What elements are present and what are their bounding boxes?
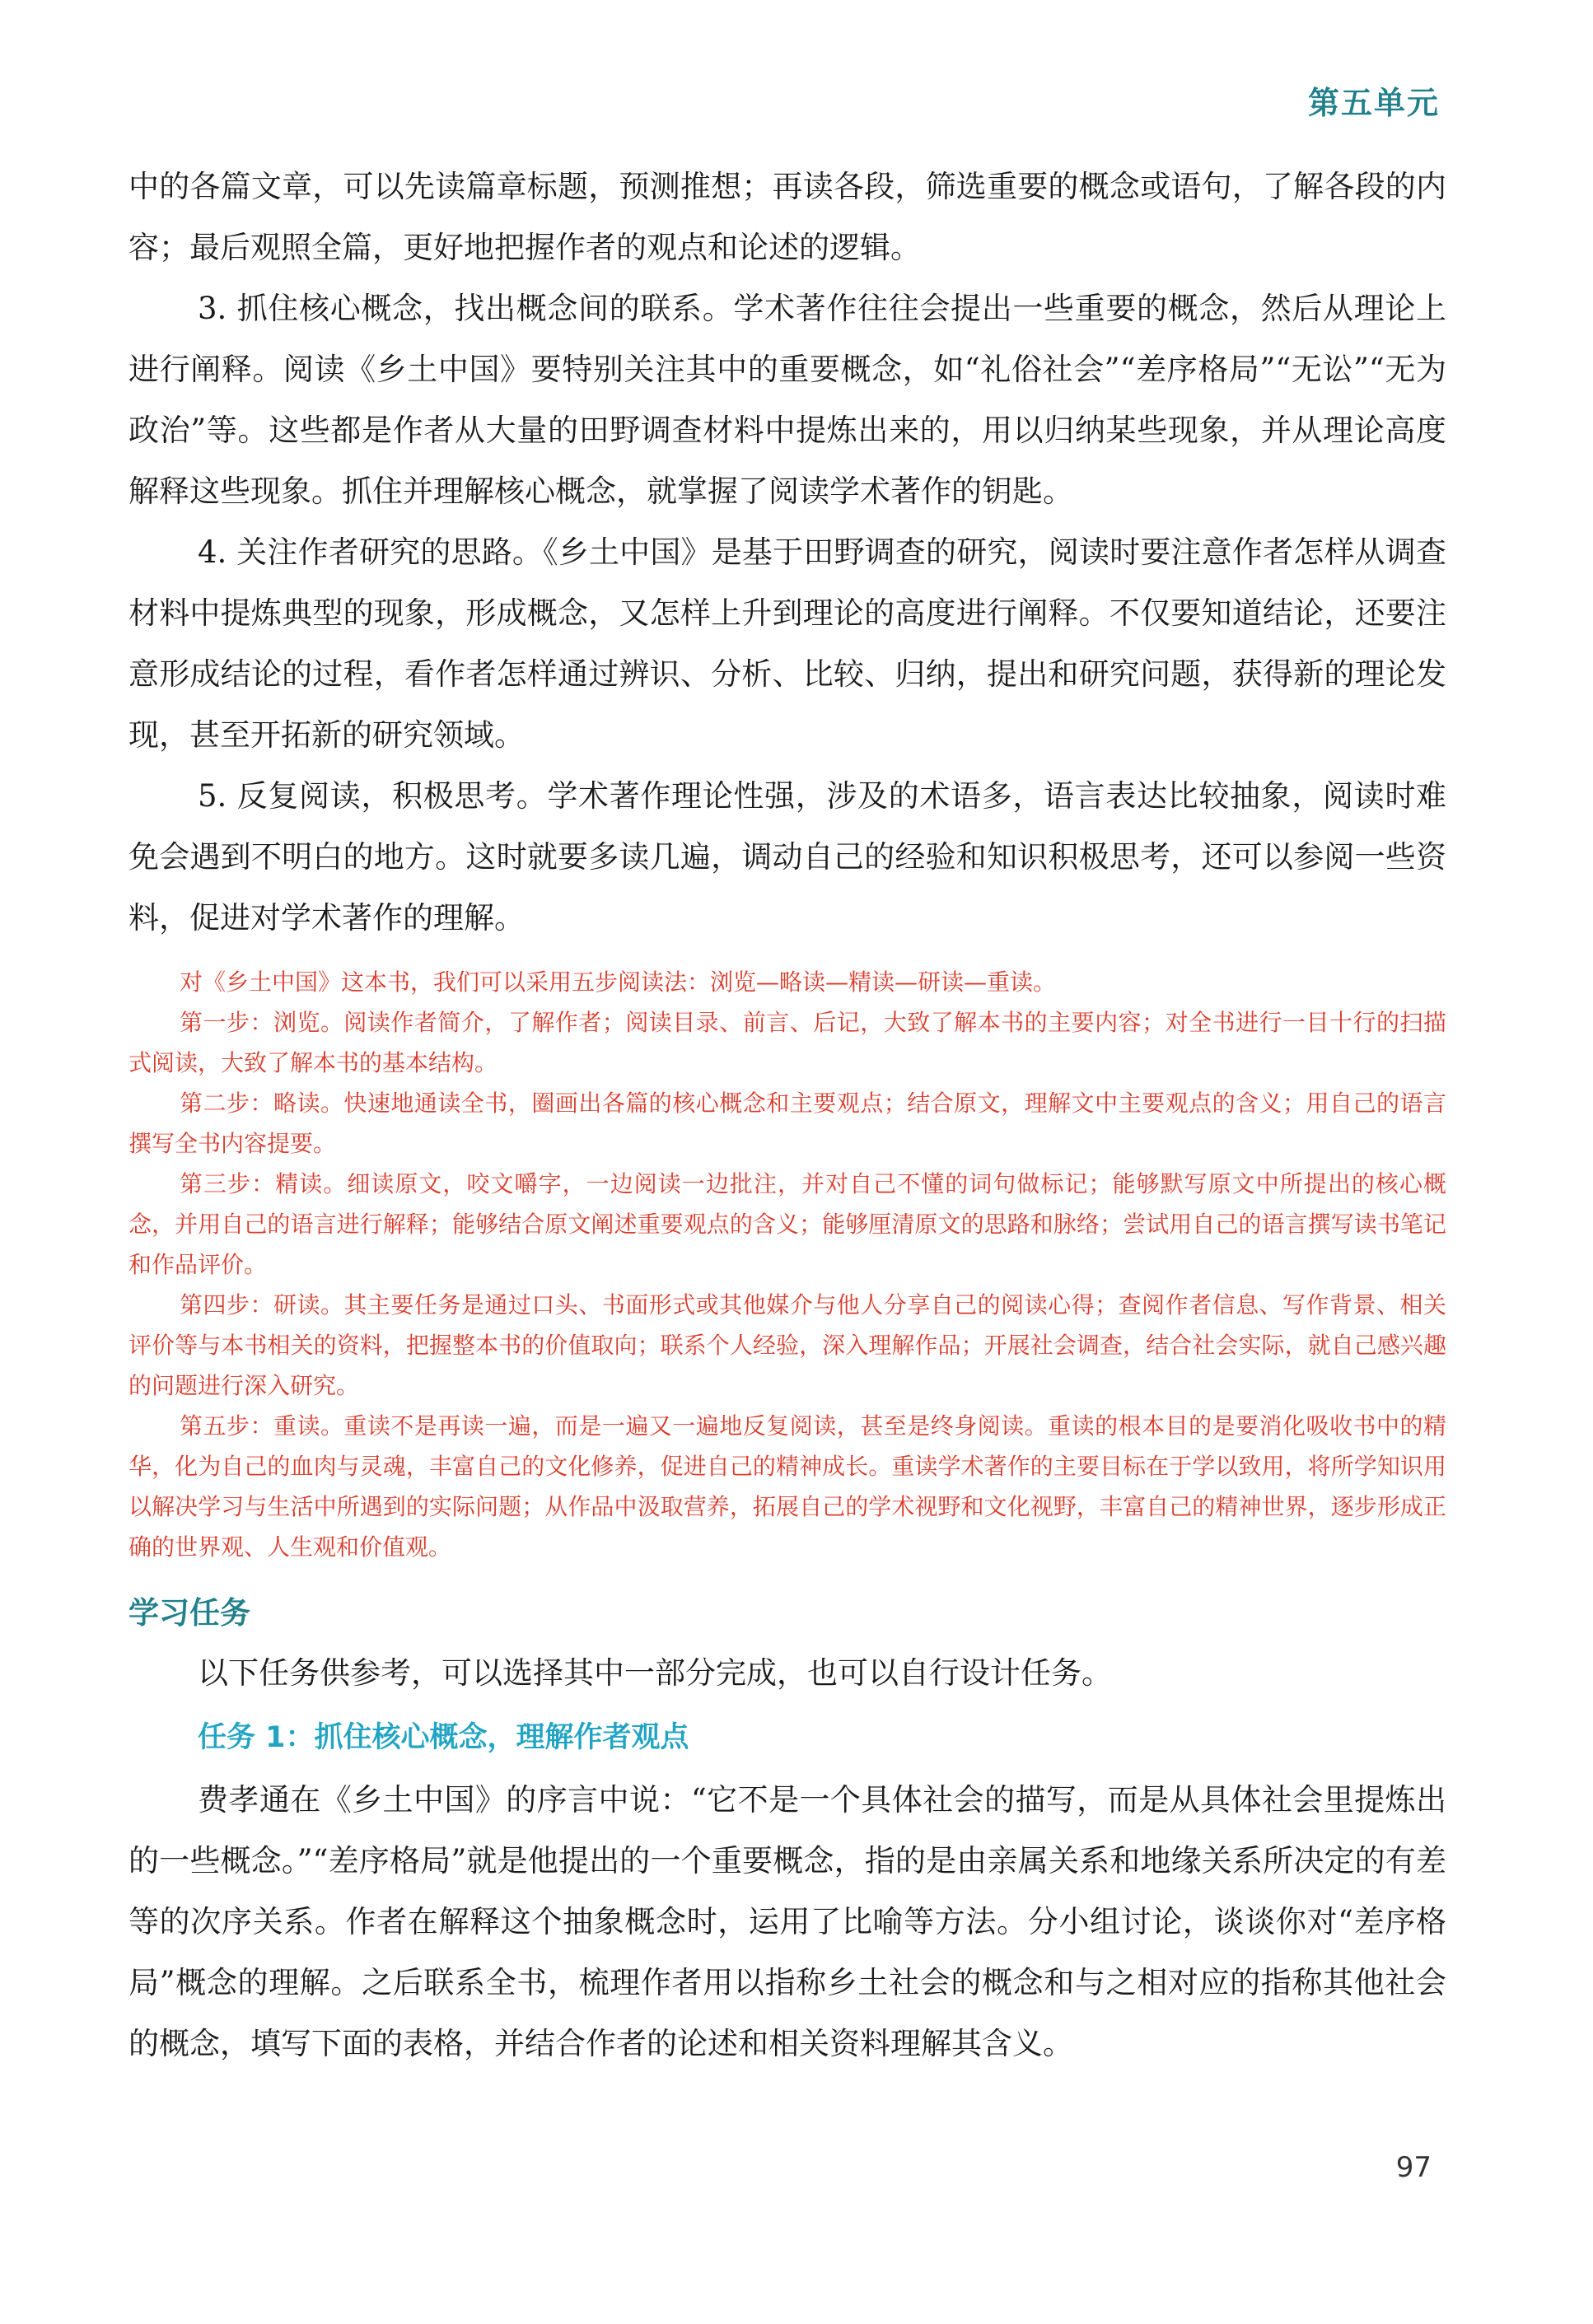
note-step-2: 第二步：略读。快速地通读全书，圈画出各篇的核心概念和主要观点；结合原文，理解文中主要观点的含义；用自己的语言撰写全书内容提要。: [128, 1090, 1446, 1157]
section-heading-tasks: 学习任务: [128, 1595, 250, 1631]
note-step-3: 第三步：精读。细读原文，咬文嚼字，一边阅读一边批注，并对自己不懂的词句做标记；能够默写原文中所提出的核心概念，并用自己的语言进行解释；能够结合原文阐述重要观点的含义；能够厘清原文的思路和脉络；尝试用自己的语言撰写读书笔记和作品评价。: [128, 1170, 1446, 1278]
task-1-body: 费孝通在《乡土中国》的序言中说：“它不是一个具体社会的描写，而是从具体社会里提炼出的一些概念。”“差序格局”就是他提出的一个重要概念，指的是由亲属关系和地缘关系所决定的有差等的次序关系。作者在解释这个抽象概念时，运用了比喻等方法。分小组讨论，谈谈你对“差序格局”概念的理解。之后联系全书，梳理作者用以指称乡土社会的概念和与之相对应的指称其他社会的概念，填写下面的表格，并结合作者的论述和相关资料理解其含义。: [128, 1782, 1446, 2061]
note-step-5: 第五步：重读。重读不是再读一遍，而是一遍又一遍地反复阅读，甚至是终身阅读。重读的根本目的是要消化吸收书中的精华，化为自己的血肉与灵魂，丰富自己的文化修养，促进自己的精神成长。重读学术著作的主要目标在于学以致用，将所学知识用以解决学习与生活中所遇到的实际问题；从作品中汲取营养，拓展自己的学术视野和文化视野，丰富自己的精神世界，逐步形成正确的世界观、人生观和价值观。: [128, 1412, 1446, 1561]
paragraph-repeated-reading: 5. 反复阅读，积极思考。学术著作理论性强，涉及的术语多，语言表达比较抽象，阅读时难免会遇到不明白的地方。这时就要多读几遍，调动自己的经验和知识积极思考，还可以参阅一些资料，促进对学术著作的理解。: [128, 778, 1446, 936]
note-step-4: 第四步：研读。其主要任务是通过口头、书面形式或其他媒介与他人分享自己的阅读心得；查阅作者信息、写作背景、相关评价等与本书相关的资料，把握整本书的价值取向；联系个人经验，深入理解作品；开展社会调查，结合社会实际，就自己感兴趣的问题进行深入研究。: [128, 1291, 1446, 1399]
tasks-intro: 以下任务供参考，可以选择其中一部分完成，也可以自行设计任务。: [198, 1655, 1112, 1691]
paragraph-core-concepts: 3. 抓住核心概念，找出概念间的联系。学术著作往往会提出一些重要的概念，然后从理论上进行阐释。阅读《乡土中国》要特别关注其中的重要概念，如“礼俗社会”“差序格局”“无讼”“无为政治”等。这些都是作者从大量的田野调查材料中提炼出来的，用以归纳某些现象，并从理论高度解释这些现象。抓住并理解核心概念，就掌握了阅读学术著作的钥匙。: [128, 291, 1446, 509]
page-number: 97: [1395, 2151, 1432, 2184]
page-content: [128, 156, 1446, 2074]
task-1-title: 任务 1：抓住核心概念，理解作者观点: [198, 1721, 689, 1754]
paragraph-research-approach: 4. 关注作者研究的思路。《乡土中国》是基于田野调查的研究，阅读时要注意作者怎样从调查材料中提炼典型的现象，形成概念，又怎样上升到理论的高度进行阐释。不仅要知道结论，还要注意形成结论的过程，看作者怎样通过辨识、分析、比较、归纳，提出和研究问题，获得新的理论发现，甚至开拓新的研究领域。: [128, 534, 1446, 753]
note-intro: 对《乡土中国》这本书，我们可以采用五步阅读法：浏览—略读—精读—研读—重读。: [180, 968, 1057, 996]
annotation-notes: [128, 962, 1446, 1567]
note-step-1: 第一步：浏览。阅读作者简介，了解作者；阅读目录、前言、后记，大致了解本书的主要内容；对全书进行一目十行的扫描式阅读，大致了解本书的基本结构。: [128, 1009, 1446, 1076]
unit-title: 第五单元: [1307, 85, 1440, 121]
paragraph-continuation: 中的各篇文章，可以先读篇章标题，预测推想；再读各段，筛选重要的概念或语句，了解各段的内容；最后观照全篇，更好地把握作者的观点和论述的逻辑。: [128, 169, 1446, 265]
